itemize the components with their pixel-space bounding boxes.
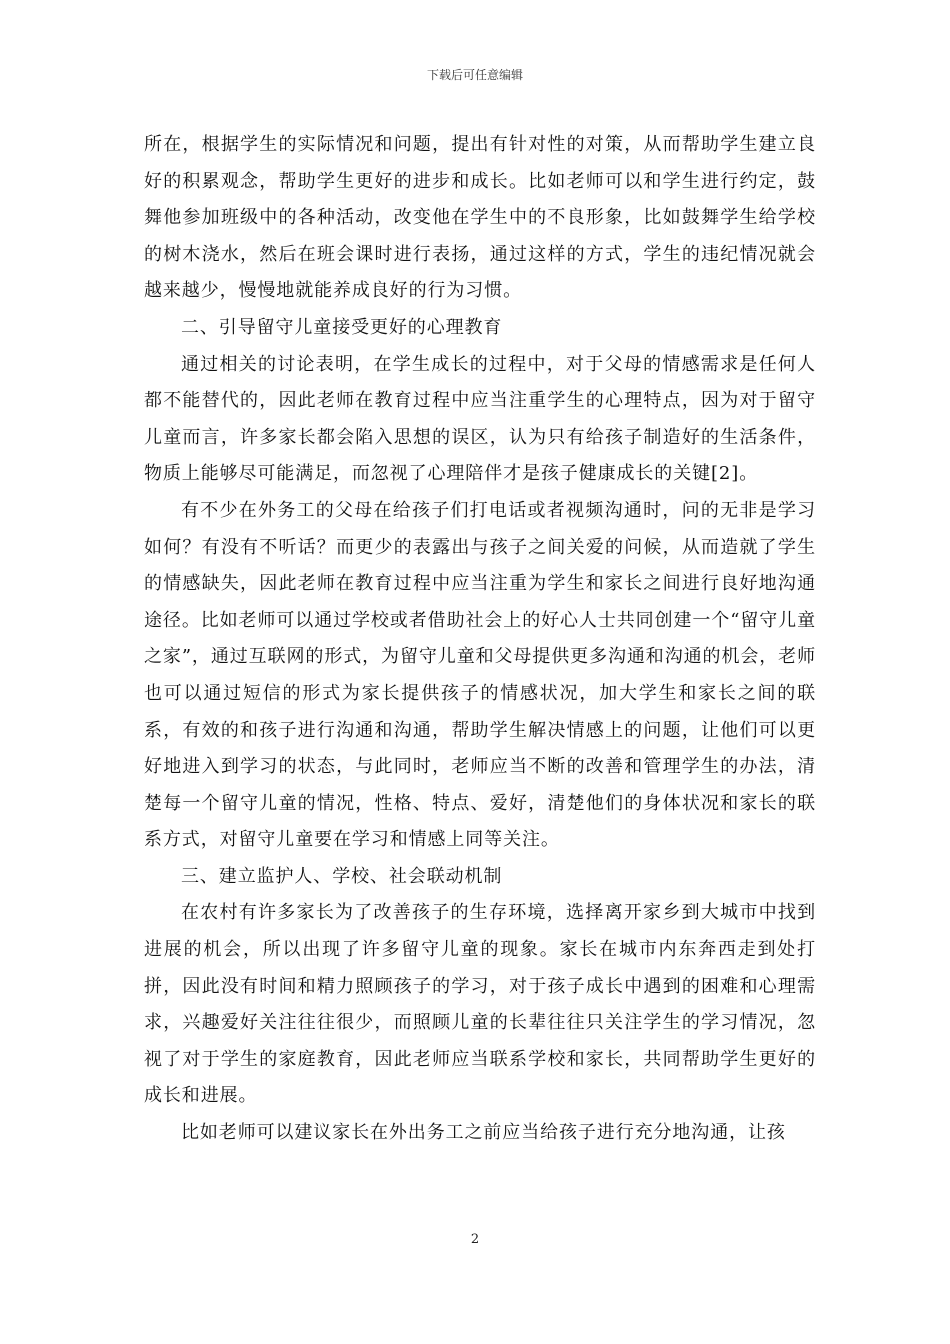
paragraph-7: 比如老师可以建议家长在外出务工之前应当给孩子进行充分地沟通，让孩 xyxy=(181,1122,786,1144)
section-heading-3: 三、建立监护人、学校、社会联动机制 xyxy=(181,865,503,887)
page-header: 下载后可任意编辑 xyxy=(426,68,523,82)
section-heading-2: 二、引导留守儿童接受更好的心理教育 xyxy=(181,316,503,338)
paragraph-1: 所在，根据学生的实际情况和问题，提出有针对性的对策，从而帮助学生建立良好的积累观念，帮助学生更好的进步和成长。比如老师可以和学生进行约定，鼓舞他参加班级中的各种活动，改变他在学生中的不良形象，比如鼓舞学生给学校的树木浇水，然后在班会课时进行表扬，通过这样的方式，学生的违纪情况就会越来越少，慢慢地就能养成良好的行为习惯。 xyxy=(144,134,816,302)
page-number: 2 xyxy=(470,1232,480,1247)
paragraph-3: 通过相关的讨论表明，在学生成长的过程中，对于父母的情感需求是任何人都不能替代的，因此老师在教育过程中应当注重学生的心理特点，因为对于留守儿童而言，许多家长都会陷入思想的误区，认为只有给孩子制造好的生活条件，物质上能够尽可能满足，而忽视了心理陪伴才是孩子健康成长的关键[2]。 xyxy=(144,353,816,485)
paragraph-6: 在农村有许多家长为了改善孩子的生存环境，选择离开家乡到大城市中找到进展的机会，所以出现了许多留守儿童的现象。家长在城市内东奔西走到处打拼，因此没有时间和精力照顾孩子的学习，对于孩子成长中遇到的困难和心理需求，兴趣爱好关注往往很少，而照顾儿童的长辈往往只关注学生的学习情况，忽视了对于学生的家庭教育，因此老师应当联系学校和家长，共同帮助学生更好的成长和进展。 xyxy=(144,902,816,1107)
document-body xyxy=(144,127,816,1152)
paragraph-4: 有不少在外务工的父母在给孩子们打电话或者视频沟通时，问的无非是学习如何？有没有不听话？而更少的表露出与孩子之间关爱的问候，从而造就了学生的情感缺失，因此老师在教育过程中应当注重为学生和家长之间进行良好地沟通途径。比如老师可以通过学校或者借助社会上的好心人士共同创建一个“留守儿童之家”，通过互联网的形式，为留守儿童和父母提供更多沟通和沟通的机会，老师也可以通过短信的形式为家长提供孩子的情感状况，加大学生和家长之间的联系，有效的和孩子进行沟通和沟通，帮助学生解决情感上的问题，让他们可以更好地进入到学习的状态，与此同时，老师应当不断的改善和管理学生的办法，清楚每一个留守儿童的情况，性格、特点、爱好，清楚他们的身体状况和家长的联系方式，对留守儿童要在学习和情感上同等关注。 xyxy=(144,499,816,851)
